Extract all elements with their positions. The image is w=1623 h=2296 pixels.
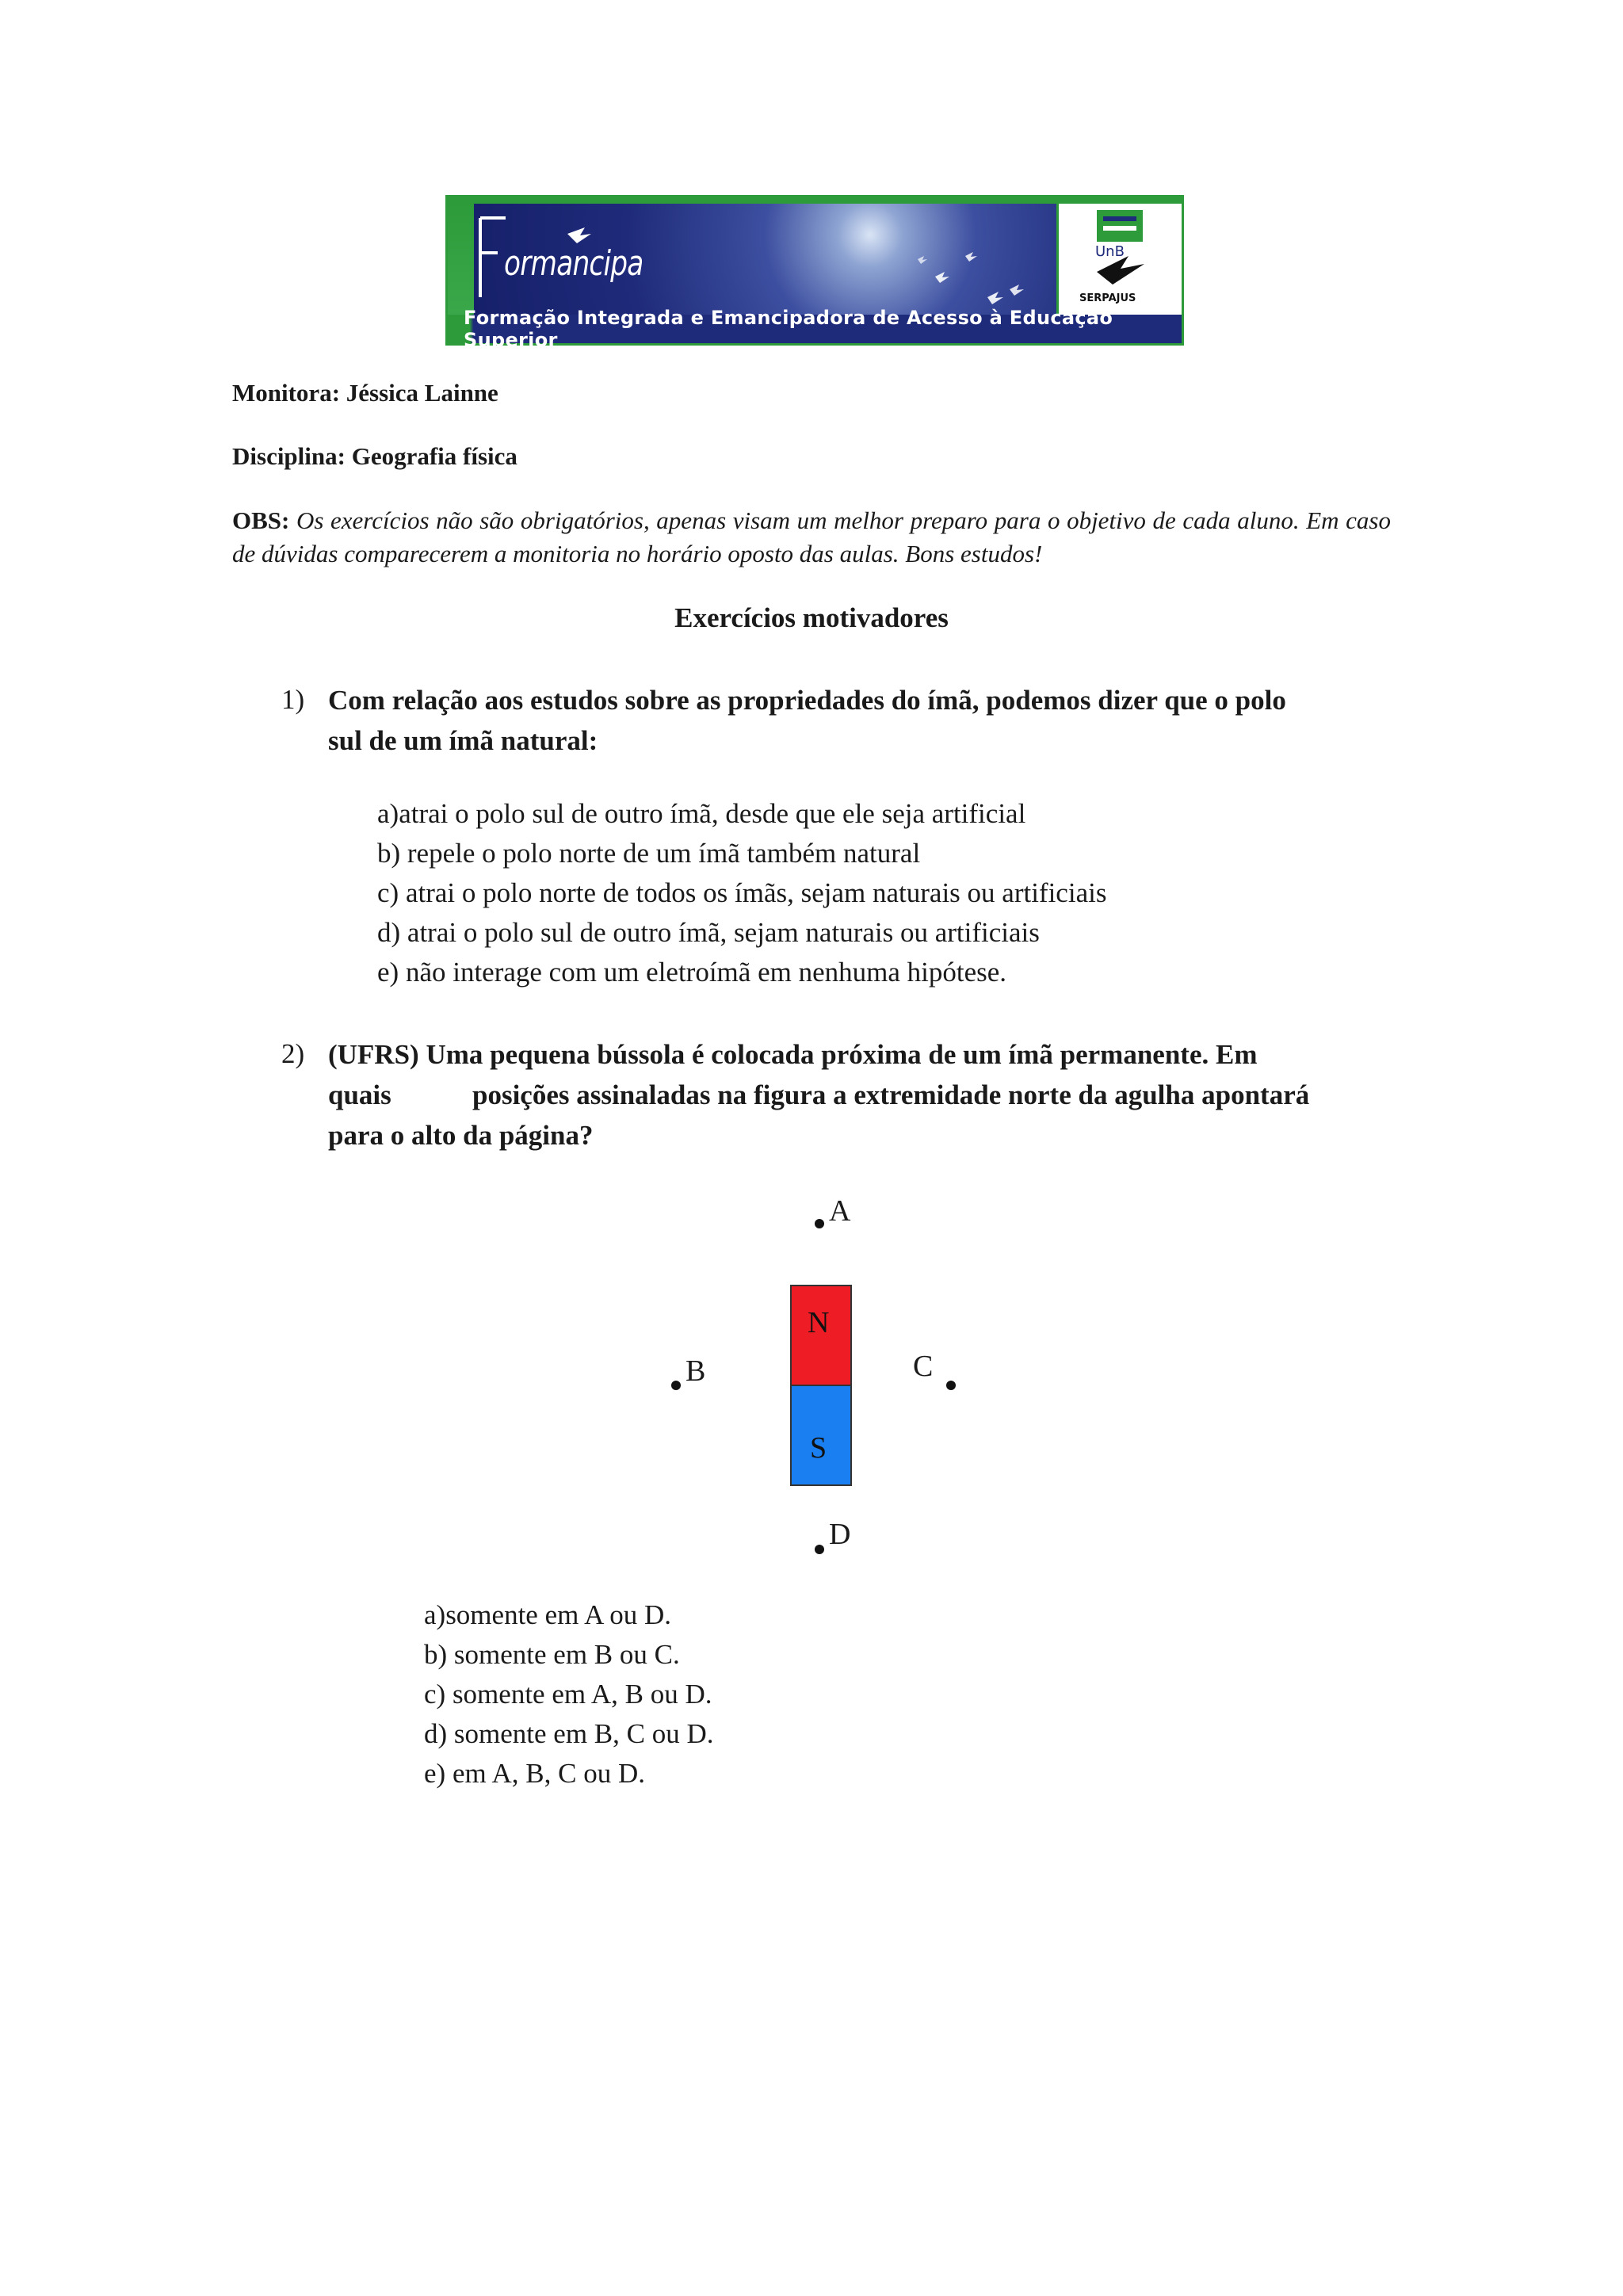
question-1-line-2: sul de um ímã natural:: [328, 725, 598, 756]
header-banner: [445, 195, 1184, 351]
question-2-line-1: (UFRS) Uma pequena bússola é colocada próxima de um ímã permanente. Em: [328, 1039, 1258, 1070]
banner-top-stripe: [448, 197, 1182, 204]
question-2-number: 2): [281, 1038, 305, 1069]
banner-subtitle-bar: [448, 307, 1182, 351]
point-c-label: C: [913, 1350, 934, 1383]
obs-text: Os exercícios não são obrigatórios, apenas visam um melhor preparo para o objetivo de cada aluno. Em caso de dúvidas comparecerem a monitoria no horário oposto das aulas. Bons estudos!: [232, 506, 1392, 567]
point-b-dot: [671, 1381, 681, 1390]
question-1-option-d: d) atrai o polo sul de outro ímã, sejam naturais ou artificiais: [377, 917, 1040, 948]
question-1-option-c: c) atrai o polo norte de todos os ímãs, sejam naturais ou artificiais: [377, 877, 1107, 908]
monitora-label: Monitora: Jéssica Lainne: [232, 379, 498, 407]
point-c-dot: [946, 1381, 956, 1390]
banner-left-stripe: [448, 204, 474, 315]
obs-label: OBS:: [232, 506, 290, 534]
question-1-number: 1): [281, 684, 305, 715]
unb-label: UnB: [1095, 243, 1125, 260]
point-d-label: D: [829, 1518, 851, 1551]
section-title: Exercícios motivadores: [674, 602, 949, 633]
question-2-option-d: d) somente em B, C ou D.: [424, 1718, 714, 1749]
question-2-option-c: c) somente em A, B ou D.: [424, 1679, 712, 1710]
obs-paragraph: [232, 504, 1391, 571]
point-a-dot: [815, 1219, 824, 1228]
question-2-option-a: a)somente em A ou D.: [424, 1599, 672, 1630]
question-1-option-a: a)atrai o polo sul de outro ímã, desde que ele seja artificial: [377, 798, 1026, 829]
point-d-dot: [815, 1545, 824, 1554]
banner-right-logos: [1056, 204, 1182, 315]
question-2-line-3: para o alto da página?: [328, 1120, 594, 1151]
question-1-option-e: e) não interage com um eletroímã em nenhuma hipótese.: [377, 957, 1007, 988]
north-label: N: [808, 1306, 830, 1339]
formancipa-logo-text: ormancipa: [504, 243, 643, 284]
question-2-option-b: b) somente em B ou C.: [424, 1639, 680, 1670]
banner-subtitle: Formação Integrada e Emancipadora de Acesso à Educação Superior: [464, 307, 1113, 351]
question-1-line-1: Com relação aos estudos sobre as propriedades do ímã, podemos dizer que o polo: [328, 685, 1286, 716]
point-b-label: B: [685, 1354, 706, 1388]
serpajus-label: SERPAJUS: [1079, 292, 1136, 304]
magnet-figure: [650, 1189, 983, 1577]
disciplina-label: Disciplina: Geografia física: [232, 442, 517, 470]
banner-blue-panel: [474, 204, 1056, 315]
point-a-label: A: [829, 1194, 851, 1228]
question-1-option-b: b) repele o polo norte de um ímã também natural: [377, 838, 921, 869]
question-2-option-e: e) em A, B, C ou D.: [424, 1758, 646, 1789]
question-2-line-2b: posições assinaladas na figura a extremidade norte da agulha apontará: [472, 1079, 1310, 1110]
question-2-line-2a: quais: [328, 1079, 391, 1110]
south-label: S: [810, 1431, 827, 1465]
